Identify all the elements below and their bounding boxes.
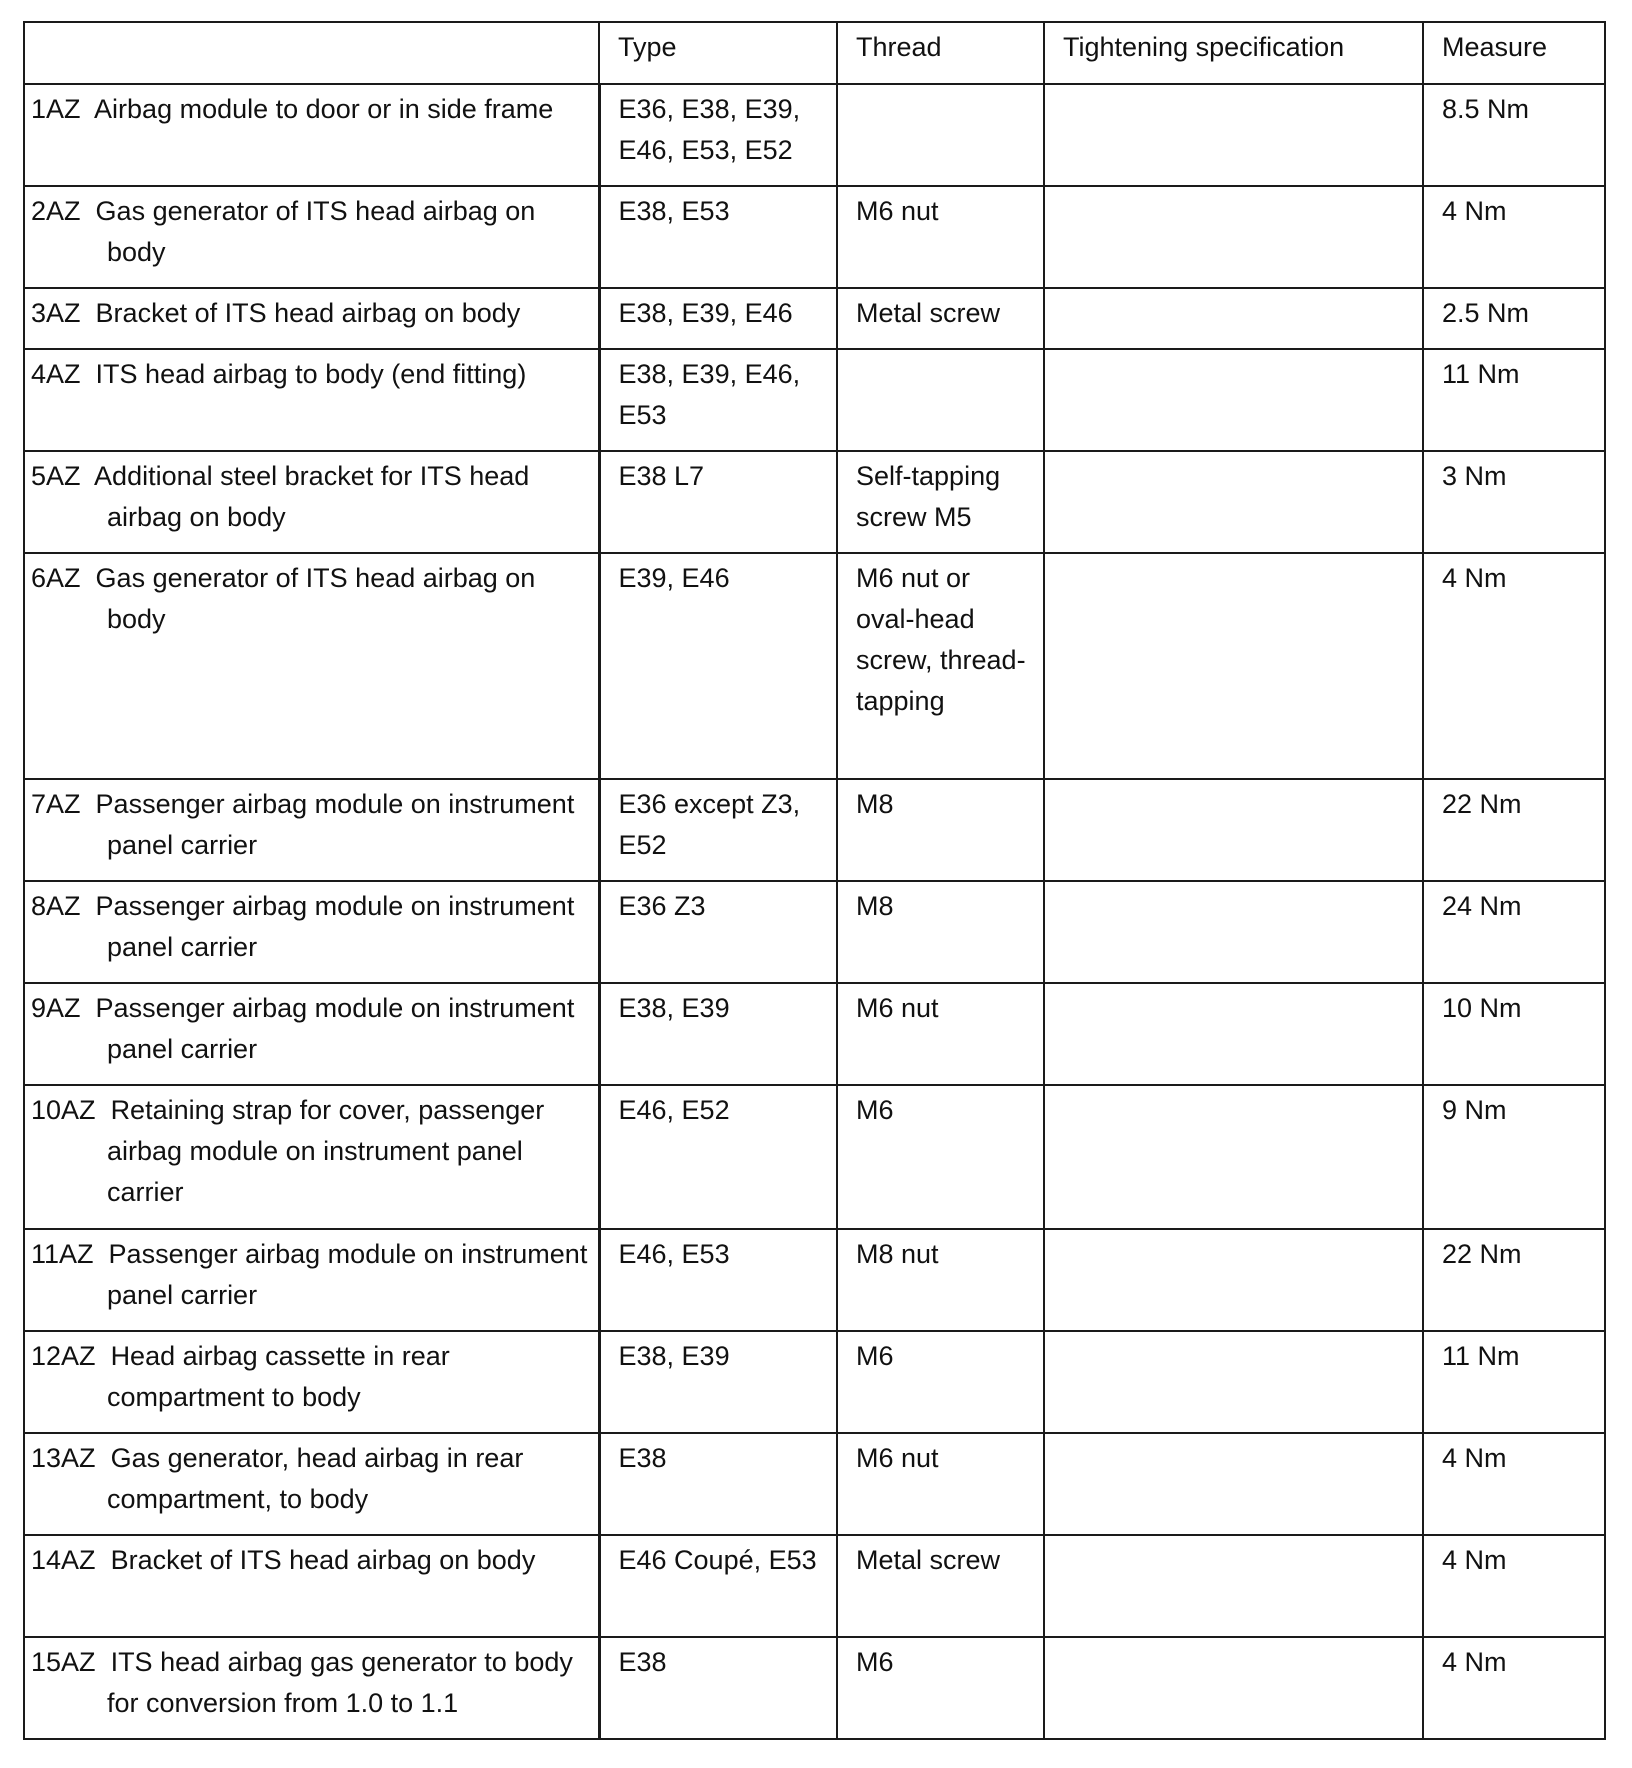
cell-type: E38: [599, 1637, 837, 1739]
item-code: 13AZ: [31, 1443, 96, 1473]
cell-description: [24, 1331, 599, 1433]
cell-type: E38 L7: [599, 451, 837, 553]
table-row: [24, 84, 1605, 186]
cell-description: [24, 349, 599, 451]
cell-measure: 4 Nm: [1423, 553, 1605, 779]
item-description: Passenger airbag module on instrument panel carrier: [95, 993, 575, 1064]
item-description: ITS head airbag gas generator to body for conversion from 1.0 to 1.1: [107, 1647, 573, 1718]
cell-type: E36 except Z3, E52: [599, 779, 837, 881]
item-description: ITS head airbag to body (end fitting): [95, 359, 527, 389]
table-row: [24, 881, 1605, 983]
cell-tightening-spec: [1044, 349, 1423, 451]
cell-thread: Self-tapping screw M5: [837, 451, 1044, 553]
cell-description: [24, 553, 599, 779]
cell-tightening-spec: [1044, 553, 1423, 779]
cell-measure: 4 Nm: [1423, 186, 1605, 288]
cell-description: [24, 1637, 599, 1739]
cell-type: E38, E39, E46, E53: [599, 349, 837, 451]
cell-measure: 24 Nm: [1423, 881, 1605, 983]
cell-description: [24, 1535, 599, 1637]
item-code: 12AZ: [31, 1341, 96, 1371]
cell-description: [24, 186, 599, 288]
item-code: 7AZ: [31, 789, 81, 819]
item-description: Bracket of ITS head airbag on body: [110, 1545, 536, 1575]
cell-tightening-spec: [1044, 1229, 1423, 1331]
item-code: 10AZ: [31, 1095, 96, 1125]
cell-thread: M8: [837, 779, 1044, 881]
cell-thread: M6 nut: [837, 186, 1044, 288]
cell-thread: M8: [837, 881, 1044, 983]
item-code: 9AZ: [31, 993, 81, 1023]
cell-type: E38: [599, 1433, 837, 1535]
table-header-row: [24, 22, 1605, 84]
cell-measure: 22 Nm: [1423, 1229, 1605, 1331]
item-description: Additional steel bracket for ITS head airbag on body: [94, 461, 530, 532]
table-row: [24, 1331, 1605, 1433]
table-row: [24, 288, 1605, 349]
cell-measure: 4 Nm: [1423, 1637, 1605, 1739]
cell-tightening-spec: [1044, 1085, 1423, 1229]
item-code: 2AZ: [31, 196, 81, 226]
header-thread: Thread: [837, 22, 1044, 84]
cell-tightening-spec: [1044, 288, 1423, 349]
cell-measure: 11 Nm: [1423, 1331, 1605, 1433]
cell-thread: M6: [837, 1637, 1044, 1739]
cell-measure: 10 Nm: [1423, 983, 1605, 1085]
item-code: 15AZ: [31, 1647, 96, 1677]
cell-thread: M6: [837, 1085, 1044, 1229]
table-row: [24, 1229, 1605, 1331]
cell-thread: M8 nut: [837, 1229, 1044, 1331]
cell-tightening-spec: [1044, 1331, 1423, 1433]
item-description: Passenger airbag module on instrument panel carrier: [95, 789, 575, 860]
item-code: 3AZ: [31, 298, 81, 328]
cell-measure: 4 Nm: [1423, 1535, 1605, 1637]
header-description: [24, 22, 599, 84]
cell-thread: [837, 84, 1044, 186]
cell-description: [24, 881, 599, 983]
table-row: [24, 1085, 1605, 1229]
cell-tightening-spec: [1044, 1637, 1423, 1739]
table-row: [24, 1637, 1605, 1739]
cell-type: E38, E39: [599, 983, 837, 1085]
cell-thread: Metal screw: [837, 1535, 1044, 1637]
cell-description: [24, 1085, 599, 1229]
cell-description: [24, 451, 599, 553]
cell-description: [24, 1433, 599, 1535]
cell-thread: M6 nut: [837, 983, 1044, 1085]
cell-description: [24, 84, 599, 186]
cell-type: E36, E38, E39, E46, E53, E52: [599, 84, 837, 186]
cell-measure: 4 Nm: [1423, 1433, 1605, 1535]
item-code: 5AZ: [31, 461, 81, 491]
item-description: Head airbag cassette in rear compartment to body: [107, 1341, 450, 1412]
cell-tightening-spec: [1044, 881, 1423, 983]
item-code: 8AZ: [31, 891, 81, 921]
cell-type: E39, E46: [599, 553, 837, 779]
cell-measure: 8.5 Nm: [1423, 84, 1605, 186]
cell-type: E46 Coupé, E53: [599, 1535, 837, 1637]
cell-description: [24, 1229, 599, 1331]
item-description: Airbag module to door or in side frame: [94, 94, 554, 124]
cell-tightening-spec: [1044, 779, 1423, 881]
item-description: Gas generator of ITS head airbag on body: [95, 196, 536, 267]
table-row: [24, 779, 1605, 881]
item-code: 1AZ: [31, 94, 81, 124]
table-row: [24, 553, 1605, 779]
table-row: [24, 1535, 1605, 1637]
header-type: Type: [599, 22, 837, 84]
cell-tightening-spec: [1044, 1535, 1423, 1637]
item-code: 6AZ: [31, 563, 81, 593]
item-description: Gas generator, head airbag in rear compartment, to body: [107, 1443, 524, 1514]
cell-thread: M6 nut or oval-head screw, thread-tapping: [837, 553, 1044, 779]
table-row: [24, 983, 1605, 1085]
cell-description: [24, 288, 599, 349]
item-description: Bracket of ITS head airbag on body: [95, 298, 521, 328]
item-code: 4AZ: [31, 359, 81, 389]
cell-type: E46, E52: [599, 1085, 837, 1229]
item-description: Passenger airbag module on instrument panel carrier: [107, 1239, 588, 1310]
table-row: [24, 1433, 1605, 1535]
cell-type: E46, E53: [599, 1229, 837, 1331]
item-description: Gas generator of ITS head airbag on body: [95, 563, 536, 634]
cell-measure: 9 Nm: [1423, 1085, 1605, 1229]
item-description: Passenger airbag module on instrument panel carrier: [95, 891, 575, 962]
cell-tightening-spec: [1044, 186, 1423, 288]
item-description: Retaining strap for cover, passenger airbag module on instrument panel carrier: [107, 1095, 545, 1207]
cell-type: E36 Z3: [599, 881, 837, 983]
table-body: [24, 84, 1605, 1739]
cell-description: [24, 983, 599, 1085]
cell-thread: [837, 349, 1044, 451]
table-row: [24, 451, 1605, 553]
cell-measure: 11 Nm: [1423, 349, 1605, 451]
cell-tightening-spec: [1044, 451, 1423, 553]
item-code: 11AZ: [31, 1239, 94, 1269]
table-row: [24, 186, 1605, 288]
header-tightening-spec: Tightening specification: [1044, 22, 1423, 84]
cell-tightening-spec: [1044, 983, 1423, 1085]
cell-thread: Metal screw: [837, 288, 1044, 349]
cell-description: [24, 779, 599, 881]
cell-type: E38, E39, E46: [599, 288, 837, 349]
cell-measure: 2.5 Nm: [1423, 288, 1605, 349]
cell-tightening-spec: [1044, 1433, 1423, 1535]
cell-thread: M6: [837, 1331, 1044, 1433]
cell-type: E38, E39: [599, 1331, 837, 1433]
cell-type: E38, E53: [599, 186, 837, 288]
cell-tightening-spec: [1044, 84, 1423, 186]
cell-measure: 22 Nm: [1423, 779, 1605, 881]
cell-thread: M6 nut: [837, 1433, 1044, 1535]
item-code: 14AZ: [31, 1545, 96, 1575]
header-measure: Measure: [1423, 22, 1605, 84]
table-row: [24, 349, 1605, 451]
cell-measure: 3 Nm: [1423, 451, 1605, 553]
torque-spec-table: [23, 21, 1606, 1740]
